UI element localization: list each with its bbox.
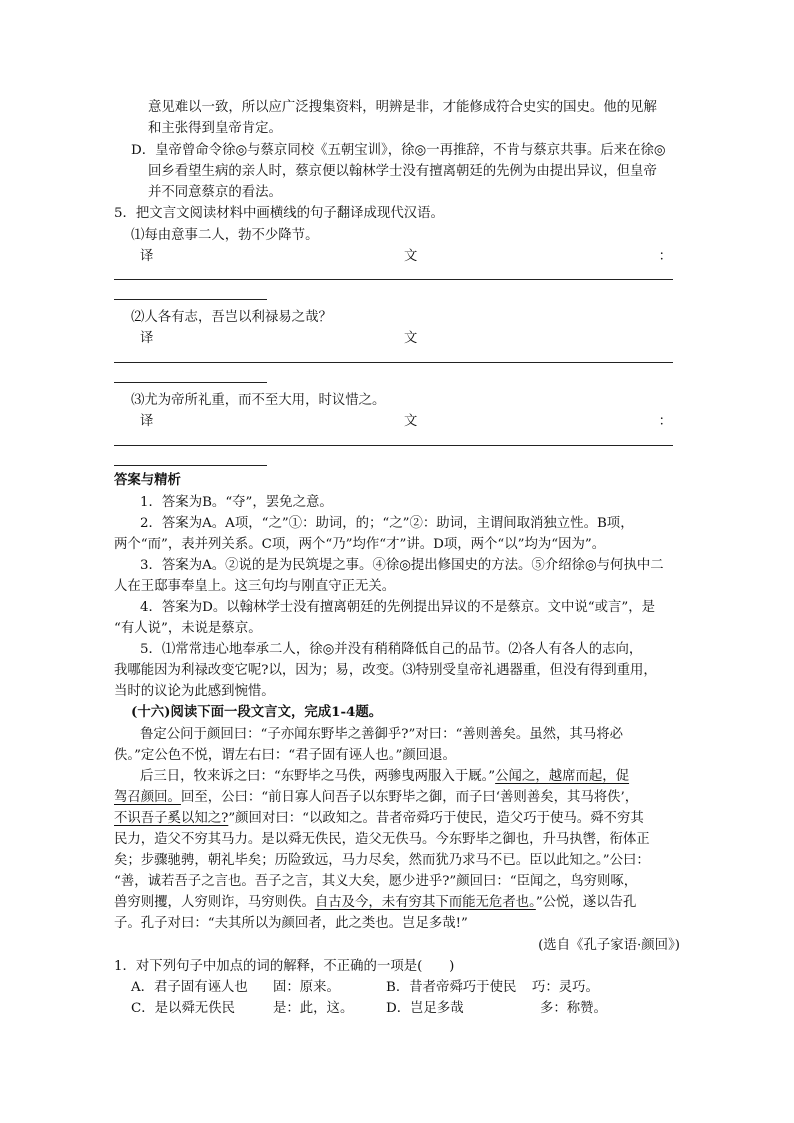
q1-option-a: A．君子固有诬人也 <box>131 980 248 995</box>
q5-item-2: ⑵人各有志，吾岂以利禄易之哉？ <box>131 310 332 325</box>
q5-item-1: ⑴每由意事二人，勃不少降节。 <box>131 228 319 243</box>
passage-line-9 <box>114 892 636 913</box>
q1-option-d-explain: 多：称赞。 <box>540 1001 607 1016</box>
passage-text: 回至，公曰：“前日寡人问吾子以东野毕之御，而子曰‘善则善矣，其马将佚’， <box>180 790 639 805</box>
answer-5-line-3: 当时的议论为此感到惋惜。 <box>114 684 275 699</box>
translation-label-yi: 译 <box>140 249 154 264</box>
underlined-sentence: 自古及今，未有穷其下而能无危者也。 <box>314 895 536 910</box>
question-5-title: 5．把文言文阅读材料中画横线的句子翻译成现代汉语。 <box>114 206 444 221</box>
passage-line-7: 矣；步骤驰骋，朝礼毕矣；历险致远，马力尽矣，然而犹乃求马不已。臣以此知之。”公曰： <box>114 853 650 868</box>
answer-line <box>114 362 673 363</box>
underlined-sentence: 不识吾子奚以知之? <box>114 811 229 826</box>
answer-4-line-1: 4．答案为D。以翰林学士没有擅离朝廷的先例提出异议的不是蔡京。文中说“或言”，是 <box>140 600 656 615</box>
answer-line <box>114 445 673 446</box>
answer-5-line-1: 5．⑴常常违心地奉承二人，徐◎并没有稍稍降低自己的品节。⑵各人有各人的志向， <box>140 642 643 657</box>
translation-colon: ： <box>658 249 672 264</box>
answer-4-line-2: “有人说”，未说是蔡京。 <box>114 621 262 636</box>
answer-3-line-2: 人在王邸事奉皇上。这三句均与刚直守正无关。 <box>114 579 396 594</box>
q1-option-a-explain: 固：原来。 <box>273 980 340 995</box>
answer-line <box>114 279 673 280</box>
question-1-title: 1．对下列句子中加点的词的解释，不正确的一项是( ) <box>114 959 455 974</box>
translation-label-yi: 译 <box>140 414 154 429</box>
passage-source: (选自《孔子家语·颜回》) <box>538 938 680 953</box>
passage-line-3 <box>140 766 629 787</box>
passage-line-2: 佚。”定公色不悦，谓左右曰：“君子固有诬人也。”颜回退。 <box>114 748 456 763</box>
translation-label-yi: 译 <box>140 331 154 346</box>
q1-option-c-explain: 是：此，这。 <box>273 1001 354 1016</box>
underlined-sentence: 公闻之，越席而起，促 <box>495 769 630 784</box>
section-16-title: (十六)阅读下面一段文言文，完成1-4题。 <box>131 704 383 720</box>
translation-colon: ： <box>658 414 672 429</box>
answer-line-short <box>114 382 267 383</box>
underlined-sentence: 驾召颜回。 <box>114 790 181 805</box>
option-d-line-2: 回乡看望生病的亲人时，蔡京便以翰林学士没有擅离朝廷的先例为由提出异议，但皇帝 <box>148 164 657 179</box>
translation-label-wen: 文 <box>404 249 418 264</box>
q1-option-d: D．岂足多哉 <box>386 1001 464 1016</box>
option-d-line-1: D．皇帝曾命令徐◎与蔡京同校《五朝宝训》，徐◎一再推辞，不肯与蔡京共事。后来在徐◎ <box>131 143 666 158</box>
answer-5-line-2: 我哪能因为利禄改变它呢?以，因为；易，改变。⑶特别受皇帝礼遇器重，但没有得到重用， <box>114 663 657 678</box>
q1-option-b-explain: 巧：灵巧。 <box>532 980 599 995</box>
answer-2-line-2: 两个“而”，表并列关系。C项，两个“乃”均作“才”讲。D项，两个“以”均为“因为”。 <box>114 537 606 552</box>
passage-text: ”颜回对曰：“以政知之。昔者帝舜巧于使民，造父巧于使马。舜不穷其 <box>228 811 644 826</box>
passage-line-1: 鲁定公问于颜回曰：“子亦闻东野毕之善御乎?”对曰：“善则善矣。虽然，其马将必 <box>140 727 623 742</box>
passage-text: 兽穷则攫，人穷则诈，马穷则佚。 <box>114 895 315 910</box>
passage-line-6: 民力，造父不穷其马力。是以舜无佚民，造父无佚马。今东野毕之御也，升马执辔，衔体正 <box>114 832 650 847</box>
option-c-line-1: 意见难以一致，所以应广泛搜集资料，明辨是非，才能修成符合史实的国史。他的见解 <box>148 100 657 115</box>
passage-line-5 <box>114 808 644 829</box>
answer-heading: 答案与精析 <box>114 472 181 488</box>
q5-item-3: ⑶尤为帝所礼重，而不至大用，时议惜之。 <box>131 393 386 408</box>
option-d-line-3: 并不同意蔡京的看法。 <box>148 185 282 200</box>
q1-option-b: B．昔者帝舜巧于使民 <box>386 980 517 995</box>
passage-line-10: 子。孔子对曰：“夫其所以为颜回者，此之类也。岂足多哉!” <box>114 916 468 931</box>
passage-text: ”公悦，遂以告孔 <box>535 895 637 910</box>
answer-3-line-1: 3．答案为A。②说的是为民筑堤之事。④徐◎提出修国史的方法。⑤介绍徐◎与何执中二 <box>140 558 664 573</box>
translation-label-wen: 文 <box>404 331 418 346</box>
answer-1: 1．答案为B。“夺”，罢免之意。 <box>140 495 333 510</box>
passage-text: 后三日，牧来诉之曰：“东野毕之马佚，两骖曳两服入于厩。” <box>140 769 496 784</box>
translation-label-wen: 文 <box>404 414 418 429</box>
answer-2-line-1: 2．答案为A。A项，“之”①：助词，的；“之”②：助词，主谓间取消独立性。B项， <box>140 516 634 531</box>
option-c-line-2: 和主张得到皇帝肯定。 <box>148 121 282 136</box>
passage-line-8: “善，诚若吾子之言也。吾子之言，其义大矣，愿少进乎?”颜回曰：“臣闻之，鸟穷则啄， <box>114 874 638 889</box>
answer-line-short <box>114 299 267 300</box>
answer-line-short <box>114 465 267 466</box>
passage-line-4 <box>114 787 638 808</box>
q1-option-c: C．是以舜无佚民 <box>131 1001 235 1016</box>
